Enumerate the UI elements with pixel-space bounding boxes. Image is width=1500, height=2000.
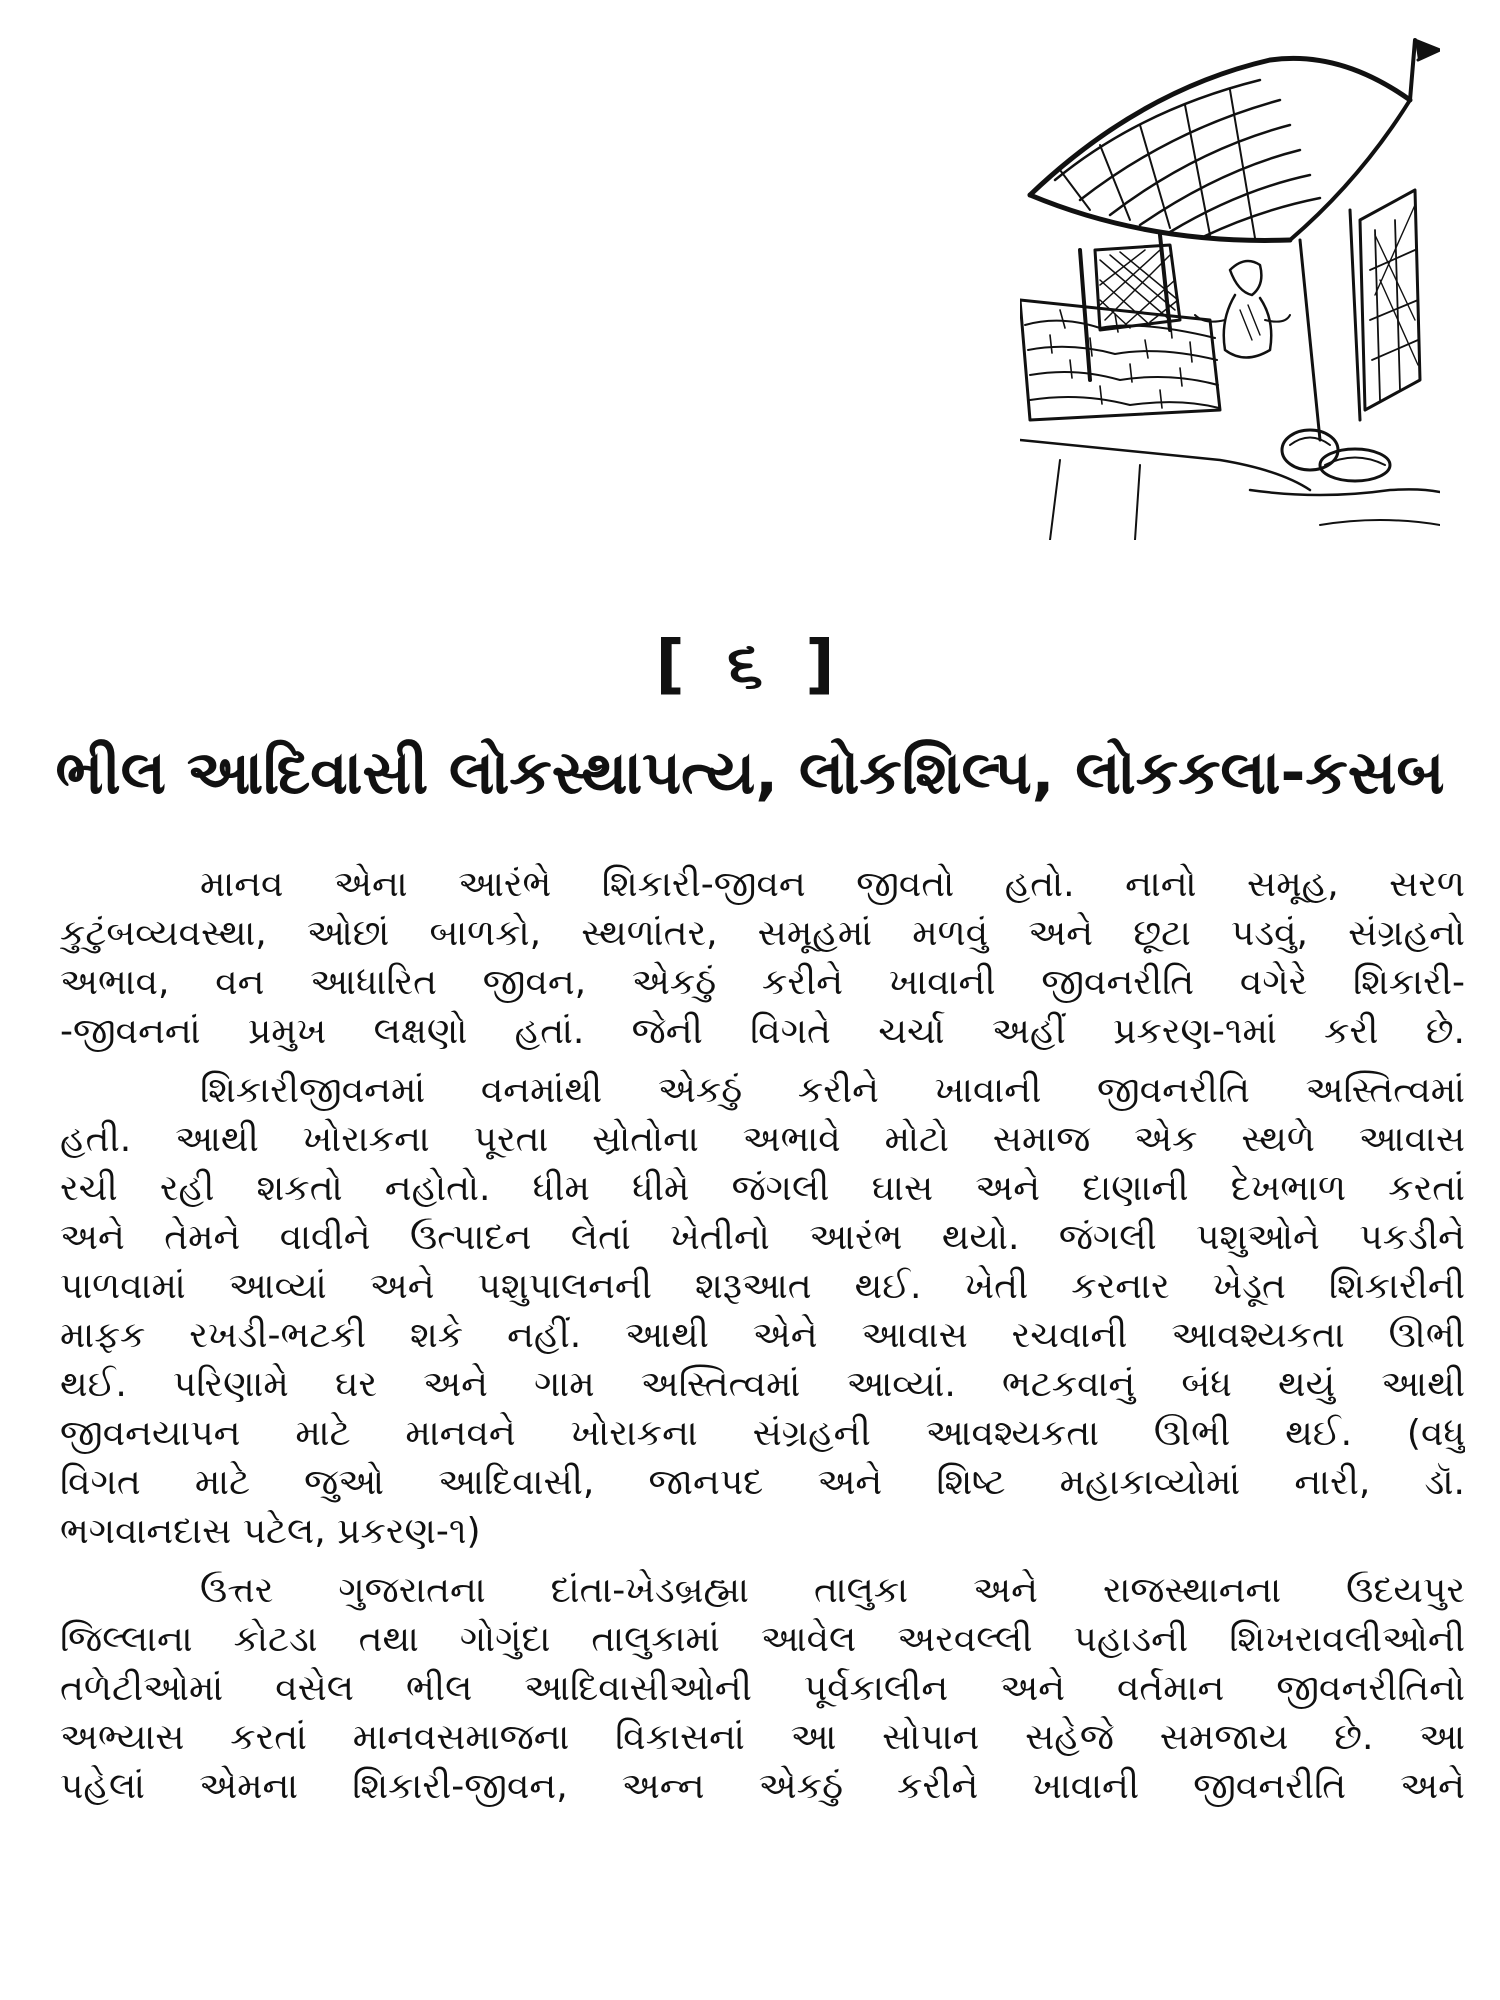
chapter-title: ભીલ આદિવાસી લોકસ્થાપત્ય, લોકશિલ્પ, લોકકલા-કસબ: [55, 738, 1445, 808]
text-line: ઉત્તર ગુજરાતના દાંતા-ખેડબ્રહ્મા તાલુકા અને રાજસ્થાનના ઉદયપુર: [200, 1570, 1465, 1611]
text-line: -જીવનનાં પ્રમુખ લક્ષણો હતાં. જેની વિગતે ચર્ચા અહીં પ્રકરણ-૧માં કરી છે.: [60, 1011, 1465, 1052]
text-line: રચી રહી શકતો નહોતો. ધીમ ધીમે જંગલી ઘાસ અને દાણાની દેખભાળ કરતાં: [60, 1168, 1465, 1209]
text-line: વિગત માટે જુઓ આદિવાસી, જાનપદ અને શિષ્ટ મહાકાવ્યોમાં નારી, ડૉ.: [60, 1462, 1465, 1503]
text-line: શિકારીજીવનમાં વનમાંથી એકઠું કરીને ખાવાની જીવનરીતિ અસ્તિત્વમાં: [200, 1070, 1465, 1111]
text-line: જીવનયાપન માટે માનવને ખોરાકના સંગ્રહની આવશ્યકતા ઊભી થઈ. (વધુ: [60, 1413, 1465, 1454]
text-line: હતી. આથી ખોરાકના પૂરતા સ્રોતોના અભાવે મોટો સમાજ એક સ્થળે આવાસ: [60, 1119, 1465, 1160]
body-text: [60, 860, 1465, 1821]
text-line: માનવ એના આરંભે શિકારી-જીવન જીવતો હતો. નાનો સમૂહ, સરળ: [200, 864, 1465, 905]
text-line: તળેટીઓમાં વસેલ ભીલ આદિવાસીઓની પૂર્વકાલીન અને વર્તમાન જીવનરીતિનો: [60, 1668, 1465, 1709]
text-line: કુટુંબવ્યવસ્થા, ઓછાં બાળકો, સ્થળાંતર, સમૂહમાં મળવું અને છૂટા પડવું, સંગ્રહનો: [60, 913, 1465, 954]
text-line: અને તેમને વાવીને ઉત્પાદન લેતાં ખેતીનો આરંભ થયો. જંગલી પશુઓને પકડીને: [60, 1217, 1465, 1258]
text-line: પાળવામાં આવ્યાં અને પશુપાલનની શરૂઆત થઈ. ખેતી કરનાર ખેડૂત શિકારીની: [60, 1266, 1465, 1307]
paragraph-2: [60, 1066, 1465, 1556]
text-line: અભાવ, વન આધારિત જીવન, એકઠું કરીને ખાવાની જીવનરીતિ વગેરે શિકારી-: [60, 962, 1465, 1003]
paragraph-1: [60, 860, 1465, 1056]
text-line: જિલ્લાના કોટડા તથા ગોગુંદા તાલુકામાં આવેલ અરવલ્લી પહાડની શિખરાવલીઓની: [60, 1619, 1465, 1660]
text-line: પહેલાં એમના શિકારી-જીવન, અન્ન એકઠું કરીને ખાવાની જીવનરીતિ અને: [60, 1766, 1465, 1807]
text-line: થઈ. પરિણામે ઘર અને ગામ અસ્તિત્વમાં આવ્યાં. ભટકવાનું બંધ થયું આથી: [60, 1364, 1465, 1405]
hut-illustration: [1020, 20, 1440, 540]
paragraph-3: [60, 1566, 1465, 1811]
text-line: અભ્યાસ કરતાં માનવસમાજના વિકાસનાં આ સોપાન સહેજે સમજાય છે. આ: [60, 1717, 1465, 1758]
text-line: માફક રખડી-ભટકી શકે નહીં. આથી એને આવાસ રચવાની આવશ્યકતા ઊભી: [60, 1315, 1465, 1356]
chapter-number: [ ૬ ]: [655, 628, 845, 702]
text-line: ભગવાનદાસ પટેલ, પ્રકરણ-૧): [60, 1511, 481, 1552]
